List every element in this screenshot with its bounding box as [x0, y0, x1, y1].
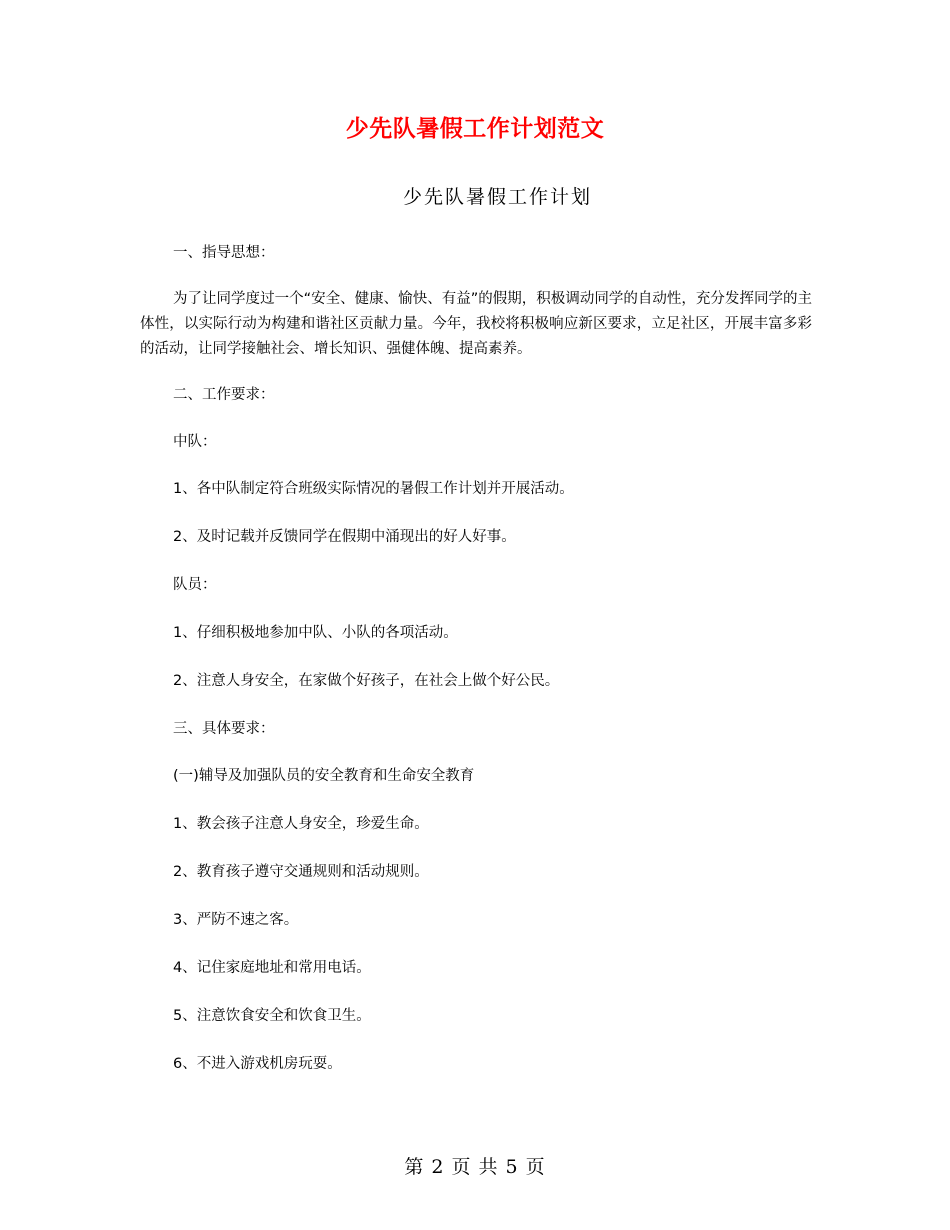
list-item: 5、注意饮食安全和饮食卫生。	[173, 1008, 371, 1024]
list-item: 4、记住家庭地址和常用电话。	[173, 960, 371, 976]
section-heading-work-requirements: 二、工作要求：	[173, 387, 275, 403]
list-item: 2、及时记载并反馈同学在假期中涌现出的好人好事。	[173, 529, 516, 545]
section-heading-specific-requirements: 三、具体要求：	[173, 721, 275, 737]
member-label: 队员：	[173, 577, 217, 593]
guiding-ideology-paragraph: 为了让同学度过一个“安全、健康、愉快、有益”的假期，积极调动同学的自动性，充分发挥同学的主体性，以实际行动为构建和谐社区贡献力量。今年，我校将积极响应新区要求，立足社区，开展丰富多彩的活动，让同学接触社会、增长知识、强健体魄、提高素养。	[140, 291, 812, 357]
list-item: 1、教会孩子注意人身安全，珍爱生命。	[173, 816, 429, 832]
document-subtitle: 少先队暑假工作计划	[402, 186, 592, 208]
subsection-heading-safety-education: (一)辅导及加强队员的安全教育和生命安全教育	[173, 768, 475, 784]
document-title: 少先队暑假工作计划范文	[345, 116, 605, 142]
list-item: 6、不进入游戏机房玩耍。	[173, 1056, 342, 1072]
list-item: 1、仔细积极地参加中队、小队的各项活动。	[173, 625, 458, 641]
section-heading-guiding-ideology: 一、指导思想：	[173, 245, 275, 261]
page-number-footer: 第 2 页 共 5 页	[404, 1156, 546, 1178]
squadron-label: 中队：	[173, 434, 217, 450]
list-item: 2、注意人身安全，在家做个好孩子，在社会上做个好公民。	[173, 673, 560, 689]
list-item: 3、严防不速之客。	[173, 912, 299, 928]
list-item: 2、教育孩子遵守交通规则和活动规则。	[173, 864, 429, 880]
list-item: 1、各中队制定符合班级实际情况的暑假工作计划并开展活动。	[173, 481, 574, 497]
